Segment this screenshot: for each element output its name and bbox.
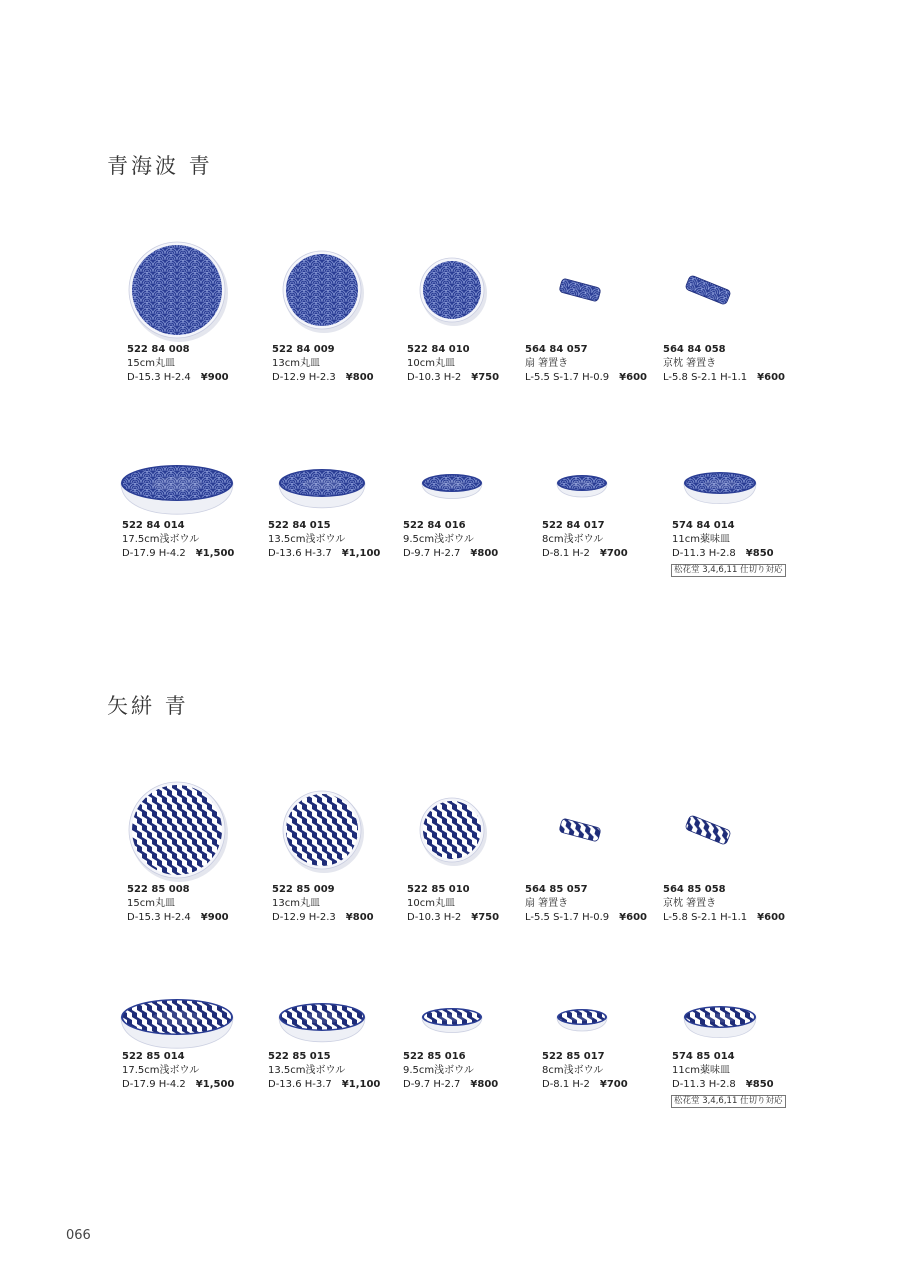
product-price: ¥600 [619, 372, 647, 383]
product-spec-line [542, 547, 628, 561]
product-dimensions: L-5.8 S-2.1 H-1.1 [663, 372, 748, 383]
product-price: ¥600 [619, 912, 647, 923]
rest-fan-image [510, 235, 650, 345]
product-dimensions: D-17.9 H-4.2 [122, 548, 186, 559]
plate-medium-image [252, 775, 392, 885]
product-spec-line [542, 1078, 628, 1092]
product-spec-line [525, 911, 647, 925]
page-number: 066 [66, 1228, 91, 1243]
product-caption [542, 1050, 628, 1092]
product-code: 522 84 017 [542, 520, 605, 531]
product-dimensions: L-5.5 S-1.7 H-0.9 [525, 372, 610, 383]
product-dimensions: D-11.3 H-2.8 [672, 548, 736, 559]
product-spec-line [403, 547, 498, 561]
product-caption [542, 519, 628, 561]
plate-large-image [107, 775, 247, 885]
rest-fan-image [510, 775, 650, 885]
product-spec-line [672, 547, 774, 561]
product-name: 10cm丸皿 [407, 898, 455, 909]
product-price: ¥600 [757, 912, 785, 923]
product-spec-line [272, 911, 374, 925]
product-price: ¥800 [470, 548, 499, 559]
product-name: 17.5cm浅ボウル [122, 1065, 200, 1076]
product-code: 564 84 057 [525, 344, 588, 355]
product-code: 522 84 008 [127, 344, 190, 355]
product-caption [268, 1050, 380, 1092]
product-spec-line [122, 1078, 234, 1092]
product-spec-line [268, 547, 380, 561]
product-code: 522 85 017 [542, 1051, 605, 1062]
product-price: ¥1,500 [195, 548, 235, 559]
plate-small-image [382, 775, 522, 885]
product-code: 522 85 010 [407, 884, 470, 895]
product-dimensions: D-8.1 H-2 [542, 1079, 590, 1090]
product-code: 522 85 015 [268, 1051, 331, 1062]
product-dimensions: D-8.1 H-2 [542, 548, 590, 559]
product-price: ¥750 [471, 912, 500, 923]
product-spec-line [127, 911, 229, 925]
product-caption [663, 883, 785, 925]
product-name: 17.5cm浅ボウル [122, 534, 200, 545]
product-dimensions: D-15.3 H-2.4 [127, 912, 191, 923]
product-name: 11cm薬味皿 [672, 1065, 730, 1076]
compatibility-note: 松花堂 3,4,6,11 仕切り対応 [671, 1095, 786, 1108]
product-code: 522 84 014 [122, 520, 185, 531]
product-spec-line [407, 371, 499, 385]
product-price: ¥850 [745, 1079, 774, 1090]
product-code: 522 84 016 [403, 520, 466, 531]
product-price: ¥750 [471, 372, 500, 383]
product-caption [122, 1050, 234, 1092]
product-caption [403, 519, 498, 561]
product-name: 扇 箸置き [525, 898, 569, 909]
product-spec-line [407, 911, 499, 925]
product-code: 522 85 009 [272, 884, 335, 895]
rest-pillow-image [638, 775, 778, 885]
product-dimensions: D-9.7 H-2.7 [403, 548, 461, 559]
plate-small-image [382, 235, 522, 345]
product-price: ¥800 [345, 912, 374, 923]
product-name: 13.5cm浅ボウル [268, 534, 346, 545]
product-caption [403, 1050, 498, 1092]
product-price: ¥1,100 [341, 1079, 381, 1090]
product-caption [407, 343, 499, 385]
product-code: 564 85 058 [663, 884, 726, 895]
plate-large-image [107, 235, 247, 345]
product-code: 574 85 014 [672, 1051, 735, 1062]
product-spec-line [663, 371, 785, 385]
product-name: 9.5cm浅ボウル [403, 1065, 474, 1076]
product-dimensions: D-17.9 H-4.2 [122, 1079, 186, 1090]
product-name: 10cm丸皿 [407, 358, 455, 369]
product-spec-line [525, 371, 647, 385]
product-code: 522 84 015 [268, 520, 331, 531]
product-dimensions: D-11.3 H-2.8 [672, 1079, 736, 1090]
product-name: 13cm丸皿 [272, 898, 320, 909]
product-dimensions: D-10.3 H-2 [407, 372, 462, 383]
product-caption [272, 343, 374, 385]
product-caption [407, 883, 499, 925]
product-dimensions: D-13.6 H-3.7 [268, 1079, 332, 1090]
product-name: 扇 箸置き [525, 358, 569, 369]
product-price: ¥600 [757, 372, 785, 383]
product-name: 京枕 箸置き [663, 358, 717, 369]
product-price: ¥900 [200, 912, 229, 923]
product-code: 522 85 014 [122, 1051, 185, 1062]
section-title: 矢絣 青 [107, 694, 189, 718]
product-caption [672, 1050, 774, 1092]
product-price: ¥1,100 [341, 548, 381, 559]
product-price: ¥700 [599, 1079, 628, 1090]
product-spec-line [127, 371, 229, 385]
product-code: 564 85 057 [525, 884, 588, 895]
product-dimensions: D-12.9 H-2.3 [272, 912, 336, 923]
product-dimensions: D-12.9 H-2.3 [272, 372, 336, 383]
product-caption [525, 883, 647, 925]
product-caption [122, 519, 234, 561]
rest-pillow-image [638, 235, 778, 345]
product-name: 13cm丸皿 [272, 358, 320, 369]
product-name: 15cm丸皿 [127, 898, 175, 909]
product-spec-line [403, 1078, 498, 1092]
product-caption [672, 519, 774, 561]
product-price: ¥800 [470, 1079, 499, 1090]
product-name: 15cm丸皿 [127, 358, 175, 369]
product-dimensions: D-13.6 H-3.7 [268, 548, 332, 559]
product-spec-line [672, 1078, 774, 1092]
product-code: 574 84 014 [672, 520, 735, 531]
product-dimensions: D-9.7 H-2.7 [403, 1079, 461, 1090]
product-code: 522 84 009 [272, 344, 335, 355]
product-caption [663, 343, 785, 385]
product-price: ¥1,500 [195, 1079, 235, 1090]
product-price: ¥800 [345, 372, 374, 383]
product-name: 13.5cm浅ボウル [268, 1065, 346, 1076]
product-name: 京枕 箸置き [663, 898, 717, 909]
plate-medium-image [252, 235, 392, 345]
product-caption [127, 883, 229, 925]
product-code: 564 84 058 [663, 344, 726, 355]
product-price: ¥900 [200, 372, 229, 383]
product-dimensions: D-10.3 H-2 [407, 912, 462, 923]
product-spec-line [272, 371, 374, 385]
product-name: 8cm浅ボウル [542, 1065, 604, 1076]
product-price: ¥850 [745, 548, 774, 559]
product-code: 522 84 010 [407, 344, 470, 355]
product-spec-line [268, 1078, 380, 1092]
section-title: 青海波 青 [107, 154, 213, 178]
product-price: ¥700 [599, 548, 628, 559]
product-spec-line [122, 547, 234, 561]
product-name: 11cm薬味皿 [672, 534, 730, 545]
product-name: 8cm浅ボウル [542, 534, 604, 545]
product-dimensions: L-5.5 S-1.7 H-0.9 [525, 912, 610, 923]
product-caption [127, 343, 229, 385]
compatibility-note: 松花堂 3,4,6,11 仕切り対応 [671, 564, 786, 577]
product-caption [525, 343, 647, 385]
product-spec-line [663, 911, 785, 925]
product-name: 9.5cm浅ボウル [403, 534, 474, 545]
product-code: 522 85 016 [403, 1051, 466, 1062]
product-code: 522 85 008 [127, 884, 190, 895]
product-dimensions: L-5.8 S-2.1 H-1.1 [663, 912, 748, 923]
product-caption [268, 519, 380, 561]
product-caption [272, 883, 374, 925]
product-dimensions: D-15.3 H-2.4 [127, 372, 191, 383]
